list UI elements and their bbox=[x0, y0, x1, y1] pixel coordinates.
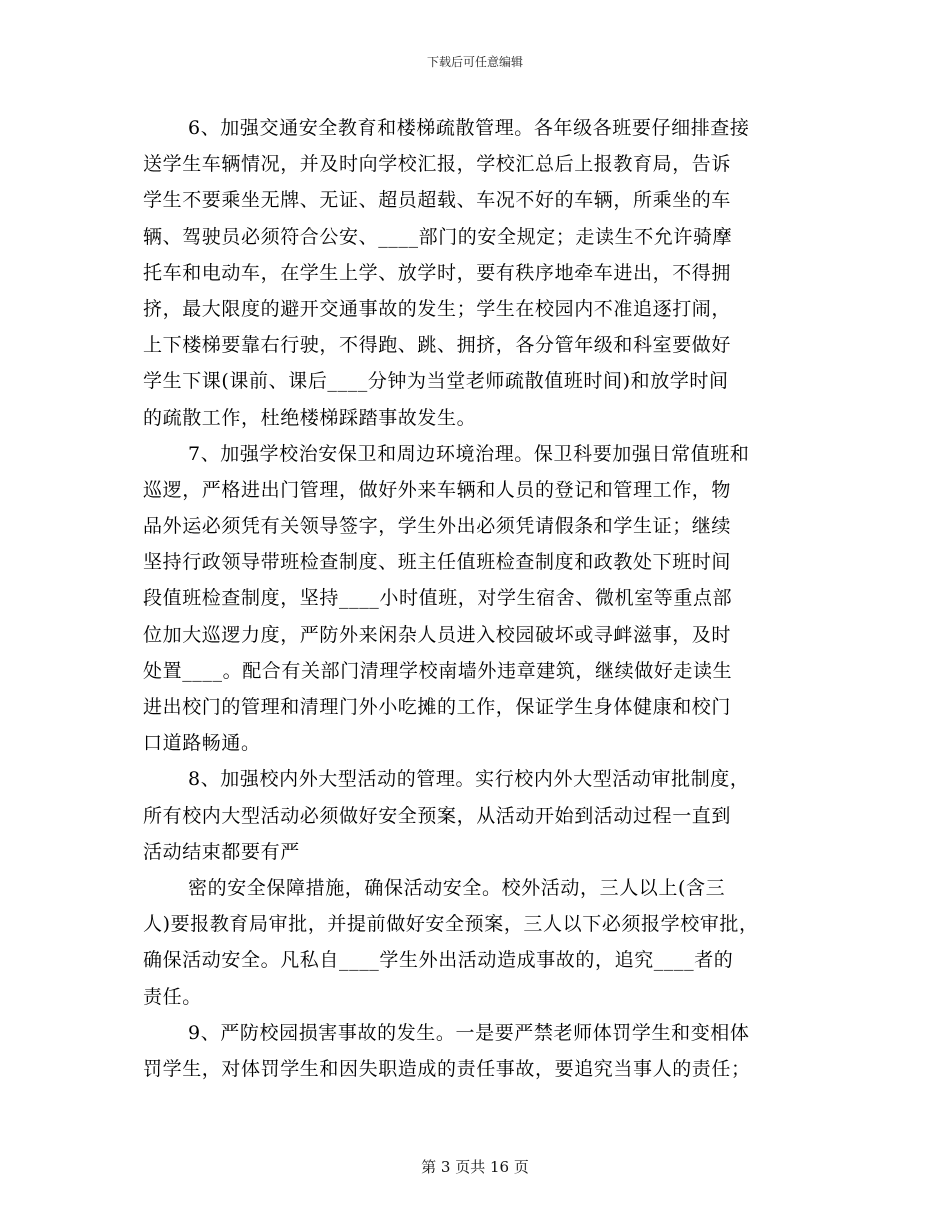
paragraph-line: 的疏散工作，杜绝楼梯踩踏事故发生。 bbox=[143, 406, 477, 429]
paragraph-line: 品外运必须凭有关领导签字，学生外出必须凭请假条和学生证；继续 bbox=[143, 515, 732, 538]
paragraph-line: 上下楼梯要靠右行驶，不得跑、跳、拥挤，各分管年级和科室要做好 bbox=[143, 334, 732, 357]
paragraph-line: 送学生车辆情况，并及时向学校汇报，学校汇总后上报教育局，告诉 bbox=[143, 153, 732, 176]
paragraph-line: 辆、驾驶员必须符合公安、____部门的安全规定；走读生不允许骑摩 bbox=[143, 225, 733, 248]
paragraph-line: 8、加强校内外大型活动的管理。实行校内外大型活动审批制度， bbox=[188, 768, 750, 791]
paragraph-line: 活动结束都要有严 bbox=[143, 840, 300, 863]
paragraph-line: 学生下课(课前、课后____分钟为当堂老师疏散值班时间)和放学时间 bbox=[143, 370, 729, 393]
page-footer: 第 3 页共 16 页 bbox=[421, 1158, 529, 1176]
paragraph-line: 确保活动安全。凡私自____学生外出活动造成事故的，追究____者的 bbox=[143, 949, 734, 972]
paragraph-line: 6、加强交通安全教育和楼梯疏散管理。各年级各班要仔细排查接 bbox=[188, 117, 750, 139]
paragraph-line: 7、加强学校治安保卫和周边环境治理。保卫科要加强日常值班和 bbox=[188, 442, 750, 465]
paragraph-line: 罚学生，对体罚学生和因失职造成的责任事故，要追究当事人的责任； bbox=[143, 1057, 751, 1080]
page-header: 下载后可任意编辑 bbox=[426, 55, 523, 69]
paragraph-line: 坚持行政领导带班检查制度、班主任值班检查制度和政教处下班时间 bbox=[143, 551, 732, 574]
paragraph-line: 托车和电动车，在学生上学、放学时，要有秩序地牵车进出，不得拥 bbox=[143, 261, 732, 284]
paragraph-line: 学生不要乘坐无牌、无证、超员超载、车况不好的车辆，所乘坐的车 bbox=[143, 189, 732, 212]
paragraph-line: 进出校门的管理和清理门外小吃摊的工作，保证学生身体健康和校门 bbox=[143, 696, 732, 718]
paragraph-line: 挤，最大限度的避开交通事故的发生；学生在校园内不准追逐打闹， bbox=[143, 297, 732, 320]
paragraph-line: 密的安全保障措施，确保活动安全。校外活动，三人以上(含三 bbox=[188, 876, 726, 899]
paragraph-line: 责任。 bbox=[143, 985, 202, 1008]
paragraph-line: 人)要报教育局审批，并提前做好安全预案，三人以下必须报学校审批， bbox=[143, 913, 759, 936]
paragraph-line: 所有校内大型活动必须做好安全预案，从活动开始到活动过程一直到 bbox=[143, 804, 732, 827]
paragraph-line: 处置____。配合有关部门清理学校南墙外违章建筑，继续做好走读生 bbox=[143, 659, 733, 682]
paragraph-line: 巡逻，严格进出门管理，做好外来车辆和人员的登记和管理工作，物 bbox=[143, 478, 732, 501]
paragraph-line: 段值班检查制度，坚持____小时值班，对学生宿舍、微机室等重点部 bbox=[143, 587, 733, 610]
document-body bbox=[143, 110, 815, 1087]
paragraph-line: 9、严防校园损害事故的发生。一是要严禁老师体罚学生和变相体 bbox=[188, 1021, 750, 1044]
paragraph-line: 口道路畅通。 bbox=[143, 732, 261, 755]
paragraph-line: 位加大巡逻力度，严防外来闲杂人员进入校园破坏或寻衅滋事，及时 bbox=[143, 623, 732, 646]
